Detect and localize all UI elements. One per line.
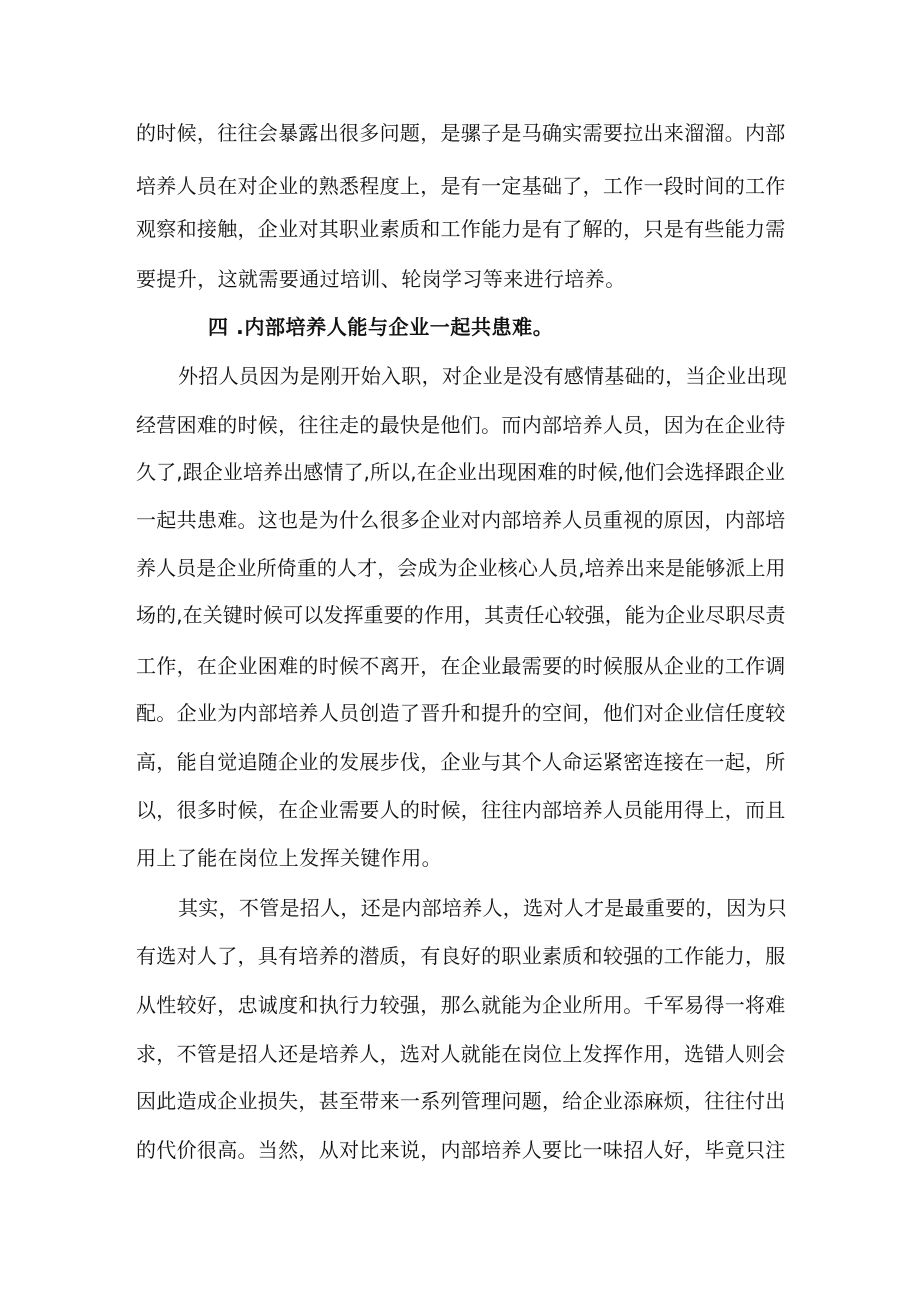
paragraph-2-line-9: 高，能自觉追随企业的发展步伐，企业与其个人命运紧密连接在一起，所 — [136, 750, 786, 774]
paragraph-2-line-8: 配。企业为内部培养人员创造了晋升和提升的空间，他们对企业信任度较 — [136, 701, 786, 725]
section-heading: 四 .内部培养人能与企业一起共患难。 — [208, 315, 554, 339]
paragraph-1-line-3: 观察和接触，企业对其职业素质和工作能力是有了解的，只是有些能力需 — [136, 217, 786, 241]
paragraph-3-line-3: 从性较好，忠诚度和执行力较强，那么就能为企业所用。千军易得一将难 — [136, 993, 786, 1017]
paragraph-3-line-1: 其实，不管是招人，还是内部培养人，选对人才是最重要的，因为只 — [178, 896, 787, 920]
paragraph-2-line-10: 以，很多时候，在企业需要人的时候，往往内部培养人员能用得上，而且 — [136, 798, 786, 822]
paragraph-2-line-1: 外招人员因为是刚开始入职，对企业是没有感情基础的，当企业出现 — [178, 364, 787, 388]
paragraph-2-line-11: 用上了能在岗位上发挥关键作用。 — [136, 846, 442, 870]
paragraph-2-line-2: 经营困难的时候，往往走的最快是他们。而内部培养人员，因为在企业待 — [136, 413, 786, 437]
paragraph-3-line-4: 求，不管是招人还是培养人，选对人就能在岗位上发挥作用，选错人则会 — [136, 1042, 786, 1066]
paragraph-3-line-6: 的代价很高。当然，从对比来说，内部培养人要比一味招人好，毕竟只注 — [136, 1138, 786, 1162]
paragraph-1-line-2: 培养人员在对企业的熟悉程度上，是有一定基础了，工作一段时间的工作 — [136, 174, 786, 198]
paragraph-2-line-6: 场的,在关键时候可以发挥重要的作用，其责任心较强，能为企业尽职尽责 — [136, 603, 786, 627]
paragraph-2-line-3: 久了,跟企业培养出感情了,所以,在企业出现困难的时候,他们会选择跟企业 — [136, 460, 785, 484]
paragraph-2-line-7: 工作，在企业困难的时候不离开，在企业最需要的时候服从企业的工作调 — [136, 654, 786, 678]
paragraph-1-line-1: 的时候，往往会暴露出很多问题，是骡子是马确实需要拉出来溜溜。内部 — [136, 121, 786, 145]
paragraph-1-line-4: 要提升，这就需要通过培训、轮岗学习等来进行培养。 — [136, 267, 626, 291]
paragraph-2-line-5: 养人员是企业所倚重的人才，会成为企业核心人员,培养出来是能够派上用 — [136, 556, 786, 580]
paragraph-3-line-2: 有选对人了，具有培养的潜质，有良好的职业素质和较强的工作能力，服 — [136, 944, 786, 968]
paragraph-2-line-4: 一起共患难。这也是为什么很多企业对内部培养人员重视的原因，内部培 — [136, 508, 786, 532]
paragraph-3-line-5: 因此造成企业损失，甚至带来一系列管理问题，给企业添麻烦，往往付出 — [136, 1089, 786, 1113]
